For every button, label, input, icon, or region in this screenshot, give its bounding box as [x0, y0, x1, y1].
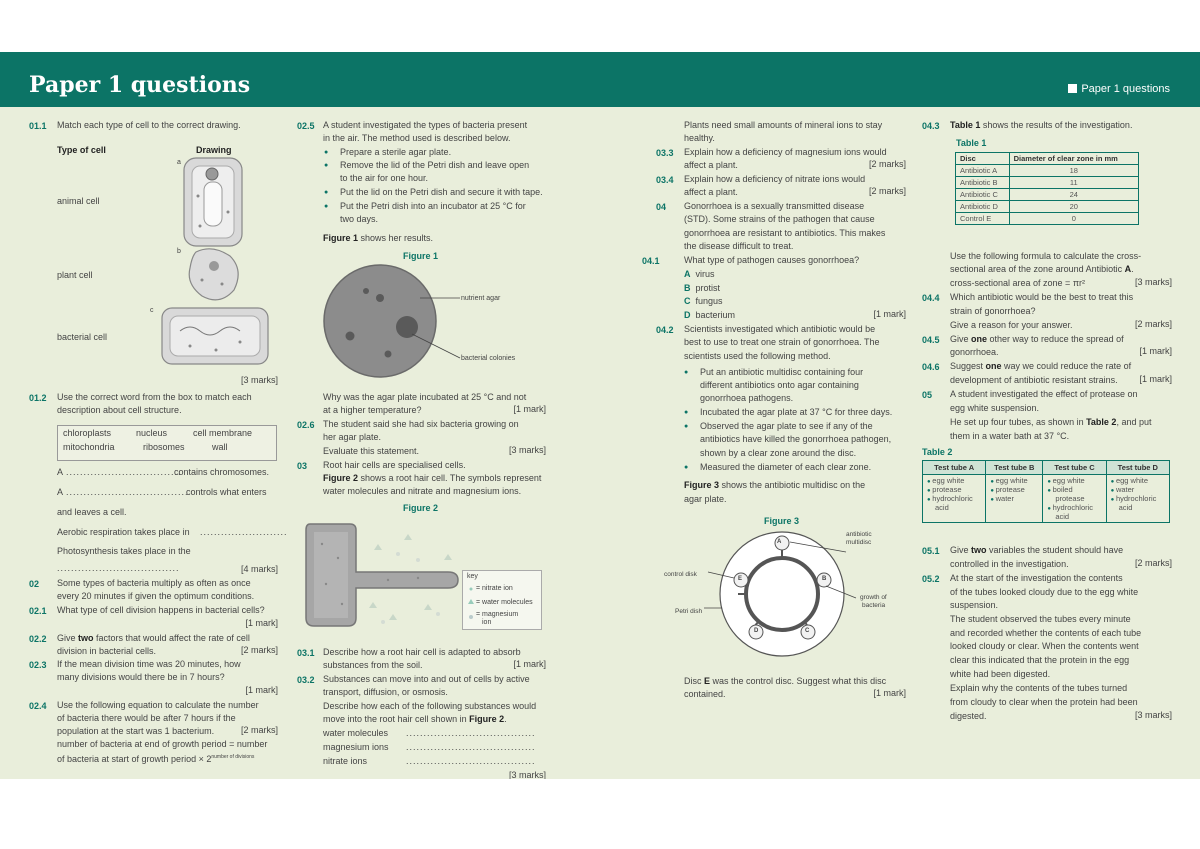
question-text: Scientists investigated which antibiotic would be: [684, 324, 876, 334]
equation: number of bacteria at end of growth period = number: [57, 739, 268, 749]
table-row: Antibiotic B 11: [956, 177, 1139, 189]
table-title: Table 1: [956, 138, 987, 148]
figure-label: control disk: [664, 571, 697, 578]
question-text: at a higher temperature?: [323, 405, 422, 415]
question-text: Which antibiotic would be the best to treat this: [950, 292, 1134, 302]
fill-line-start: A: [57, 487, 64, 497]
question-text: Some types of bacteria multiply as often as once: [57, 578, 251, 588]
question-text: description about cell structure.: [57, 405, 182, 415]
animal-cell-drawing: [184, 158, 242, 246]
question-text: Explain why the contents of the tubes turned: [950, 683, 1128, 693]
question-text: What type of cell division happens in bacterial cells?: [57, 605, 265, 615]
question-number: 05.2: [922, 574, 940, 584]
method-step: ● Measured the diameter of each clear zone.: [700, 461, 871, 475]
question-number: 04: [656, 202, 667, 212]
question-text: Give two factors that would affect the rate of cell: [57, 633, 250, 643]
figure-title: Figure 1: [403, 251, 439, 261]
answer-line: ...................................: [57, 563, 180, 573]
question-number: 04.3: [922, 121, 940, 131]
question-text: clear this indicated that the protein in the egg: [950, 655, 1130, 665]
question-text: Disc E was the control disc. Suggest what this disc: [684, 676, 887, 686]
question-text: If the mean division time was 20 minutes, how: [57, 659, 241, 669]
page-title: Paper 1 questions: [29, 72, 251, 98]
root-hair-figure: [298, 514, 468, 634]
fill-line: Photosynthesis takes place in the: [57, 546, 191, 556]
cell-type-label: animal cell: [57, 196, 100, 206]
key-item: ion: [482, 619, 492, 626]
marks: [4 marks]: [240, 564, 278, 574]
question-text: from cloudy to clear when the protein had been: [950, 697, 1138, 707]
figure-label: bacterial colonies: [461, 355, 516, 362]
formula: cross-sectional area of zone = πr²: [950, 278, 1086, 288]
question-text: population at the start was 1 bacterium.: [57, 726, 215, 736]
question-text: affect a plant.: [684, 160, 738, 170]
question-text: Suggest one way we could reduce the rate of: [950, 361, 1132, 371]
method-step-cont: different antibiotics onto agar containing: [700, 380, 859, 390]
method-step-cont: gonorrhoea pathogens.: [700, 393, 794, 403]
table-row: Antibiotic D 20: [956, 201, 1139, 213]
question-text: Use the correct word from the box to match each: [57, 392, 252, 402]
option: C fungus: [684, 296, 723, 306]
answer-line: .....................................: [406, 728, 536, 738]
fill-line: and leaves a cell.: [57, 507, 127, 517]
column-header: Type of cell: [57, 145, 106, 155]
question-number: 02.1: [29, 606, 47, 616]
plant-cell-drawing: [189, 249, 238, 300]
figure-label: Petri dish: [675, 608, 703, 615]
question-number: 04.1: [642, 256, 660, 266]
marks: [1 mark]: [873, 688, 906, 698]
figure-label: bacteria: [862, 602, 886, 609]
disc-label: E: [738, 576, 743, 582]
marks: [1 mark]: [245, 618, 278, 628]
question-number: 02.6: [297, 420, 315, 430]
figure-ref: agar plate.: [684, 494, 727, 504]
question-text: every 20 minutes if given the optimum conditions.: [57, 591, 255, 601]
marks: [3 marks]: [1134, 710, 1172, 720]
figure-ref: Figure 1 shows her results.: [323, 233, 434, 243]
question-text: Gonorrhoea is a sexually transmitted disease: [684, 201, 865, 211]
question-text: looked cloudy or clear. When the contents went: [950, 641, 1139, 651]
question-number: 02.5: [297, 121, 315, 131]
disc-label: A: [777, 539, 782, 545]
question-text: division in bacterial cells.: [57, 646, 157, 656]
word: mitochondria: [63, 442, 115, 452]
marks: [3 marks]: [508, 770, 546, 779]
question-text: What type of pathogen causes gonorrhoea?: [684, 255, 860, 265]
equation: of bacteria at start of growth period × $2^{number of divisions}$: [57, 754, 255, 764]
question-text: substances from the soil.: [323, 660, 423, 670]
method-step: ● Incubated the agar plate at 37 °C for three days.: [700, 406, 892, 420]
test-tube-table: [922, 460, 1170, 523]
question-text: Describe how each of the following substances would: [323, 701, 537, 711]
question-text: suspension.: [950, 600, 999, 610]
key-item: = magnesium: [476, 611, 519, 618]
table-title: Table 2: [922, 447, 953, 457]
figure-ref: Figure 3 shows the antibiotic multidisc on the: [684, 480, 866, 490]
question-number: 04.5: [922, 335, 940, 345]
question-text: Give two variables the student should have: [950, 545, 1124, 555]
fill-line-end: contains chromosomes.: [174, 467, 270, 477]
question-text: Evaluate this statement.: [323, 446, 420, 456]
question-text: Give one other way to reduce the spread of: [950, 334, 1124, 344]
question-text: water molecules and nitrate and magnesium ions.: [323, 486, 522, 496]
table-row: Antibiotic C 24: [956, 189, 1139, 201]
section-label-text: Paper 1 questions: [1081, 83, 1170, 95]
question-text: gonorrhoea.: [950, 347, 999, 357]
drawing-letter: a: [177, 159, 181, 166]
header-bar: [0, 52, 1200, 107]
cell-drawings: [160, 156, 280, 366]
answer-line: .....................................: [406, 756, 536, 766]
question-text: white had been digested.: [950, 669, 1051, 679]
question-text: of the tubes looked cloudy due to the egg white: [950, 587, 1139, 597]
question-text: The student said she had six bacteria growing on: [323, 419, 519, 429]
question-text: Substances can move into and out of cells by active: [323, 674, 530, 684]
disc-label: B: [822, 576, 827, 582]
question-text: egg white suspension.: [950, 403, 1040, 413]
question-text: her agar plate.: [323, 432, 382, 442]
method-step-cont: to the air for one hour.: [340, 173, 429, 183]
marks: [3 marks]: [508, 445, 546, 455]
question-text: sectional area of the zone around Antibiotic A.: [950, 264, 1134, 274]
key-item: = water molecules: [476, 599, 533, 606]
results-table: [955, 152, 1139, 225]
question-text: Figure 2 shows a root hair cell. The symbols represent: [323, 473, 542, 483]
option: A virus: [684, 269, 715, 279]
column-header: Drawing: [196, 145, 232, 155]
fill-line-start: A: [57, 467, 64, 477]
question-number: 04.4: [922, 293, 940, 303]
table-row: Antibiotic A 18: [956, 165, 1139, 177]
question-text: Why was the agar plate incubated at 25 °C and not: [323, 392, 527, 402]
answer-line: .....................................: [406, 742, 536, 752]
page: [0, 52, 1200, 779]
question-text: Give a reason for your answer.: [950, 320, 1073, 330]
cell-type-label: plant cell: [57, 270, 93, 280]
table-header-row: Disc Diameter of clear zone in mm: [956, 153, 1139, 165]
question-text: scientists used the following method.: [684, 351, 831, 361]
question-number: 03: [297, 461, 308, 471]
answer-line: ...................................: [66, 487, 189, 497]
question-number: 03.1: [297, 648, 315, 658]
question-number: 04.6: [922, 362, 940, 372]
figure-label: multidisc: [846, 539, 872, 546]
question-text: Table 1 shows the results of the investigation.: [950, 120, 1133, 130]
word: chloroplasts: [63, 428, 112, 438]
table-header-row: Test tube A Test tube B Test tube C Test tube D: [923, 461, 1170, 475]
method-step-cont: antibiotics have killed the gonorrhoea pathogen,: [700, 434, 892, 444]
figure-label: antibiotic: [846, 531, 872, 538]
marks: [2 marks]: [240, 725, 278, 735]
marks: [2 marks]: [1134, 319, 1172, 329]
question-text: A student investigated the effect of protease on: [950, 389, 1138, 399]
marks: [1 mark]: [245, 685, 278, 695]
question-text: Describe how a root hair cell is adapted to absorb: [323, 647, 521, 657]
question-number: 02.2: [29, 634, 47, 644]
drawing-letter: b: [177, 248, 181, 255]
question-number: 04.2: [656, 325, 674, 335]
marks: [3 marks]: [1134, 277, 1172, 287]
drawing-letter: c: [150, 307, 154, 314]
method-step-cont: two days.: [340, 214, 379, 224]
intro-text: healthy.: [684, 133, 715, 143]
section-label: [1068, 83, 1170, 95]
marks: [1 mark]: [1139, 346, 1172, 356]
question-text: (STD). Some strains of the pathogen that cause: [684, 214, 875, 224]
method-step: ● Put the Petri dish into an incubator at 25 °C for: [340, 200, 526, 214]
question-text: Explain how a deficiency of nitrate ions would: [684, 174, 866, 184]
question-text: gonorrhoea are resistant to antibiotics. This makes: [684, 228, 886, 238]
question-text: move into the root hair cell shown in Figure 2.: [323, 714, 507, 724]
question-text: Match each type of cell to the correct drawing.: [57, 120, 241, 130]
marks: [2 marks]: [240, 645, 278, 655]
figure-label: nutrient agar: [461, 295, 501, 302]
question-text: Use the following equation to calculate the number: [57, 700, 259, 710]
method-step: ● Put the lid on the Petri dish and secure it with tape.: [340, 186, 543, 200]
intro-text: Plants need small amounts of mineral ions to stay: [684, 120, 883, 130]
question-text: best to use to treat one strain of gonorrhoea. The: [684, 337, 880, 347]
disc-label: D: [754, 628, 759, 634]
marks: [1 mark]: [873, 309, 906, 319]
question-number: 02: [29, 579, 40, 589]
marks: [2 marks]: [1134, 558, 1172, 568]
answer-line: .........................: [200, 527, 288, 537]
key-title: key: [467, 573, 478, 580]
answer-item: water molecules: [323, 728, 389, 738]
question-text: in the air. The method used is described below.: [323, 133, 511, 143]
question-text: Root hair cells are specialised cells.: [323, 460, 466, 470]
answer-item: nitrate ions: [323, 756, 368, 766]
question-text: A student investigated the types of bacteria present: [323, 120, 528, 130]
method-step: ● Observed the agar plate to see if any of the: [700, 420, 873, 434]
word: cell membrane: [193, 428, 253, 438]
option: D bacterium: [684, 310, 736, 320]
question-number: 03.3: [656, 148, 674, 158]
question-number: 05.1: [922, 546, 940, 556]
question-text: Use the following formula to calculate the cross-: [950, 251, 1142, 261]
word: ribosomes: [143, 442, 185, 452]
marks: [1 mark]: [1139, 374, 1172, 384]
cell-type-label: bacterial cell: [57, 332, 108, 342]
table-row: ● egg white ● protease ● hydrochloric acid ● egg white ● protease ● water ● egg white ● boiled protease ● hydrochloric acid ● egg white ● water ● hydrochloric acid: [923, 475, 1170, 523]
question-text: contained.: [684, 689, 726, 699]
bacterial-cell-drawing: [162, 308, 268, 364]
question-number: 01.1: [29, 121, 47, 131]
question-number: 01.2: [29, 393, 47, 403]
method-step: ● Put an antibiotic multidisc containing four: [700, 366, 863, 380]
word: nucleus: [136, 428, 168, 438]
marks: [1 mark]: [513, 659, 546, 669]
question-number: 02.4: [29, 701, 47, 711]
square-icon: [1068, 84, 1077, 93]
question-text: digested.: [950, 711, 987, 721]
marks: [2 marks]: [868, 159, 906, 169]
question-text: transport, diffusion, or osmosis.: [323, 687, 448, 697]
question-text: them in a water bath at 37 °C.: [950, 431, 1070, 441]
marks: [1 mark]: [513, 404, 546, 414]
question-number: 05: [922, 390, 933, 400]
question-text: and recorded whether the contents of each tube: [950, 628, 1142, 638]
question-text: The student observed the tubes every minute: [950, 614, 1131, 624]
question-number: 02.3: [29, 660, 47, 670]
figure-title: Figure 3: [764, 516, 800, 526]
figure-label: growth of: [860, 594, 887, 601]
method-step: ● Remove the lid of the Petri dish and leave open: [340, 159, 529, 173]
question-text: Explain how a deficiency of magnesium ions would: [684, 147, 887, 157]
key-item: = nitrate ion: [476, 585, 513, 592]
question-text: controlled in the investigation.: [950, 559, 1069, 569]
question-text: development of antibiotic resistant strains.: [950, 375, 1118, 385]
question-text: of bacteria there would be after 7 hours if the: [57, 713, 236, 723]
question-text: strain of gonorrhoea?: [950, 306, 1036, 316]
marks: [3 marks]: [240, 375, 278, 385]
option: B protist: [684, 283, 721, 293]
method-step: ● Prepare a sterile agar plate.: [340, 146, 451, 160]
table-row: Control E 0: [956, 213, 1139, 225]
word: wall: [212, 442, 228, 452]
question-number: 03.4: [656, 175, 674, 185]
figure-title: Figure 2: [403, 503, 439, 513]
petri-dish-figure: [320, 264, 550, 384]
fill-line-end: controls what enters: [186, 487, 267, 497]
question-text: affect a plant.: [684, 187, 738, 197]
question-text: At the start of the investigation the contents: [950, 573, 1123, 583]
answer-line: .................................: [66, 467, 182, 477]
marks: [2 marks]: [868, 186, 906, 196]
question-text: the disease difficult to treat.: [684, 241, 794, 251]
method-step-cont: shown by a clear zone around the disc.: [700, 448, 857, 458]
disc-label: C: [805, 628, 810, 634]
answer-item: magnesium ions: [323, 742, 389, 752]
question-number: 03.2: [297, 675, 315, 685]
fill-line: Aerobic respiration takes place in: [57, 527, 190, 537]
question-text: many divisions would there be in 7 hours?: [57, 672, 225, 682]
question-text: He set up four tubes, as shown in Table 2, and put: [950, 417, 1152, 427]
